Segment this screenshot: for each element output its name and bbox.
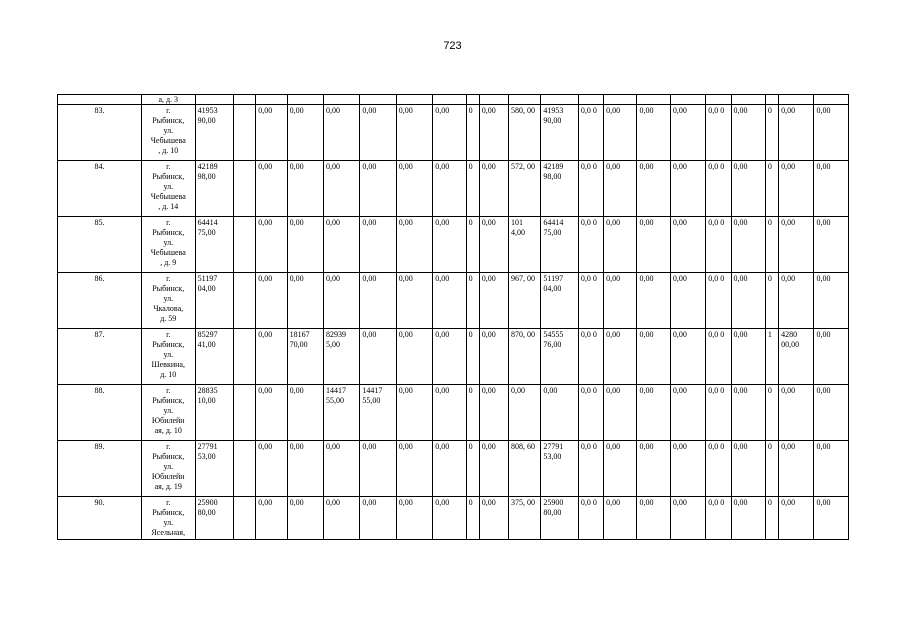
value-cell: 0,00 (814, 329, 849, 385)
value-cell: 0,00 (731, 441, 765, 497)
value-cell: 0,00 (731, 273, 765, 329)
value-cell: 0,00 (396, 105, 432, 161)
value-cell: 0 (466, 329, 479, 385)
value-cell: 0,00 (731, 385, 765, 441)
value-cell: 41953 90,00 (541, 105, 578, 161)
value-cell: 0,00 (670, 217, 705, 273)
value-cell: 0,00 (396, 161, 432, 217)
value-cell: 0,00 (637, 385, 670, 441)
value-cell (233, 161, 255, 217)
value-cell (233, 217, 255, 273)
value-cell: 0,00 (360, 329, 396, 385)
value-cell: 0,00 (604, 105, 637, 161)
page-number: 723 (443, 40, 462, 52)
value-cell: 0,00 (814, 161, 849, 217)
value-cell: 4280 00,00 (779, 329, 814, 385)
value-cell: 0,00 (779, 217, 814, 273)
value-cell: 0,00 (323, 105, 359, 161)
value-cell: 0,00 (637, 497, 670, 540)
value-cell: 14417 55,00 (360, 385, 396, 441)
value-cell: 0 (765, 441, 778, 497)
value-cell: 0,00 (433, 105, 466, 161)
value-cell: 0,00 (396, 329, 432, 385)
value-cell: 0,0 0 (706, 105, 731, 161)
value-cell: 0,00 (360, 105, 396, 161)
value-cell: 0,0 0 (578, 441, 603, 497)
value-cell: 0,0 0 (578, 385, 603, 441)
value-cell: 0 (466, 161, 479, 217)
value-cell: 0 (765, 105, 778, 161)
address-cell: г. Рыбинск, ул. Юбилейн ая, д. 10 (141, 385, 195, 441)
value-cell: 0,00 (604, 217, 637, 273)
value-cell: 0,00 (323, 161, 359, 217)
value-cell: 0,00 (637, 329, 670, 385)
value-cell: 51197 04,00 (541, 273, 578, 329)
value-cell: 0 (765, 385, 778, 441)
value-cell: 0,00 (779, 273, 814, 329)
value-cell: 0,00 (323, 497, 359, 540)
value-cell: 0,00 (433, 497, 466, 540)
value-cell: 0,00 (604, 385, 637, 441)
row-number: 87. (58, 329, 142, 385)
value-cell: 0 (466, 497, 479, 540)
value-cell: 0,00 (670, 161, 705, 217)
value-cell: 0,0 0 (706, 329, 731, 385)
value-cell: 0,00 (256, 217, 287, 273)
value-cell: 0,00 (256, 161, 287, 217)
value-cell: 0,00 (256, 385, 287, 441)
value-cell: 0,00 (670, 441, 705, 497)
value-cell: 0,00 (779, 441, 814, 497)
address-cell: г. Рыбинск, ул. Юбилейн ая, д. 19 (141, 441, 195, 497)
value-cell: 0,0 0 (706, 217, 731, 273)
value-cell: 0,00 (604, 441, 637, 497)
value-cell: 572, 00 (509, 161, 541, 217)
table-row (58, 273, 849, 329)
row-number: 86. (58, 273, 142, 329)
address-cell: г. Рыбинск, ул. Чебышева , д. 14 (141, 161, 195, 217)
value-cell: 0,0 0 (578, 497, 603, 540)
row-number: 84. (58, 161, 142, 217)
value-cell: 0,00 (479, 329, 508, 385)
value-cell: 101 4,00 (509, 217, 541, 273)
value-cell: 0,00 (637, 217, 670, 273)
value-cell: 0,00 (360, 161, 396, 217)
value-cell: 0,00 (637, 273, 670, 329)
value-cell: 0,0 0 (706, 161, 731, 217)
value-cell: 0 (466, 217, 479, 273)
value-cell (233, 497, 255, 540)
address-cell: г. Рыбинск, ул. Чкалова, д. 59 (141, 273, 195, 329)
value-cell: 51197 04,00 (195, 273, 233, 329)
value-cell: 0,00 (637, 441, 670, 497)
value-cell: 41953 90,00 (195, 105, 233, 161)
value-cell: 1 (765, 329, 778, 385)
value-cell: 0,00 (509, 385, 541, 441)
value-cell: 0,00 (287, 385, 323, 441)
row-number: 90. (58, 497, 142, 540)
value-cell (233, 385, 255, 441)
value-cell (233, 105, 255, 161)
value-cell: 0,00 (360, 441, 396, 497)
table-row (58, 441, 849, 497)
value-cell: 375, 00 (509, 497, 541, 540)
table-row (58, 161, 849, 217)
value-cell: 0,00 (779, 105, 814, 161)
value-cell: 0,00 (814, 441, 849, 497)
value-cell: 0,00 (670, 329, 705, 385)
value-cell: 28835 10,00 (195, 385, 233, 441)
continuation-address: а, д. 3 (141, 95, 195, 105)
value-cell: 0,0 0 (578, 105, 603, 161)
value-cell: 0,0 0 (578, 161, 603, 217)
value-cell: 18167 70,00 (287, 329, 323, 385)
continuation-row (58, 95, 849, 105)
value-cell: 0,00 (433, 161, 466, 217)
value-cell: 27791 53,00 (195, 441, 233, 497)
value-cell: 27791 53,00 (541, 441, 578, 497)
value-cell: 0,00 (323, 217, 359, 273)
value-cell: 0,00 (670, 385, 705, 441)
value-cell: 0 (765, 497, 778, 540)
value-cell: 0,00 (604, 273, 637, 329)
value-cell: 0,00 (731, 329, 765, 385)
value-cell: 0,00 (323, 441, 359, 497)
value-cell: 0,00 (779, 385, 814, 441)
row-number: 83. (58, 105, 142, 161)
value-cell: 0,0 0 (706, 441, 731, 497)
row-number: 88. (58, 385, 142, 441)
data-table (57, 94, 849, 540)
value-cell: 0,00 (287, 105, 323, 161)
value-cell: 85297 41,00 (195, 329, 233, 385)
value-cell: 0,00 (479, 441, 508, 497)
value-cell: 0,00 (479, 105, 508, 161)
value-cell: 0,00 (814, 497, 849, 540)
value-cell: 0,00 (731, 217, 765, 273)
value-cell: 967, 00 (509, 273, 541, 329)
value-cell: 14417 55,00 (323, 385, 359, 441)
value-cell: 25900 80,00 (541, 497, 578, 540)
value-cell: 0,00 (670, 105, 705, 161)
value-cell: 0,00 (731, 497, 765, 540)
value-cell: 0,0 0 (706, 497, 731, 540)
value-cell: 0,00 (479, 497, 508, 540)
value-cell: 0,00 (479, 161, 508, 217)
value-cell: 0,00 (814, 385, 849, 441)
value-cell: 0,00 (396, 273, 432, 329)
value-cell: 0,00 (256, 497, 287, 540)
value-cell: 0 (466, 273, 479, 329)
value-cell: 0,00 (637, 105, 670, 161)
table-row (58, 497, 849, 540)
value-cell: 0,00 (670, 497, 705, 540)
value-cell: 0,00 (396, 217, 432, 273)
value-cell: 0 (466, 441, 479, 497)
value-cell: 0,00 (287, 441, 323, 497)
value-cell: 0,0 0 (578, 329, 603, 385)
value-cell: 0,00 (433, 273, 466, 329)
value-cell (233, 441, 255, 497)
value-cell: 64414 75,00 (195, 217, 233, 273)
table-row (58, 217, 849, 273)
value-cell: 0 (466, 385, 479, 441)
value-cell: 0,00 (541, 385, 578, 441)
value-cell: 870, 00 (509, 329, 541, 385)
value-cell (233, 273, 255, 329)
value-cell: 0,00 (779, 497, 814, 540)
value-cell: 0,00 (287, 217, 323, 273)
value-cell: 0,00 (779, 161, 814, 217)
value-cell: 42189 98,00 (541, 161, 578, 217)
value-cell: 580, 00 (509, 105, 541, 161)
value-cell: 0,00 (637, 161, 670, 217)
row-number: 85. (58, 217, 142, 273)
value-cell: 0,00 (256, 273, 287, 329)
table-row (58, 385, 849, 441)
value-cell: 0,00 (396, 441, 432, 497)
value-cell: 0,00 (479, 217, 508, 273)
value-cell: 0,00 (433, 441, 466, 497)
value-cell: 0,00 (256, 441, 287, 497)
value-cell: 0,00 (814, 273, 849, 329)
value-cell: 42189 98,00 (195, 161, 233, 217)
value-cell: 0,0 0 (578, 273, 603, 329)
value-cell: 0,00 (433, 385, 466, 441)
value-cell: 0,00 (287, 273, 323, 329)
row-number: 89. (58, 441, 142, 497)
value-cell: 0,00 (433, 217, 466, 273)
value-cell: 0 (466, 105, 479, 161)
value-cell: 64414 75,00 (541, 217, 578, 273)
value-cell: 0,00 (287, 161, 323, 217)
value-cell: 0,00 (360, 273, 396, 329)
value-cell: 0,00 (670, 273, 705, 329)
value-cell: 0,00 (256, 329, 287, 385)
value-cell: 0,0 0 (706, 273, 731, 329)
table-row (58, 105, 849, 161)
value-cell: 0,0 0 (706, 385, 731, 441)
value-cell: 0 (765, 273, 778, 329)
value-cell: 0,00 (360, 497, 396, 540)
value-cell: 0,00 (604, 329, 637, 385)
value-cell: 0,00 (287, 497, 323, 540)
value-cell: 54555 76,00 (541, 329, 578, 385)
value-cell: 0,00 (479, 273, 508, 329)
value-cell: 808, 60 (509, 441, 541, 497)
value-cell: 0,00 (323, 273, 359, 329)
value-cell: 0,00 (433, 329, 466, 385)
table-row (58, 329, 849, 385)
value-cell: 0 (765, 217, 778, 273)
value-cell: 0,00 (604, 497, 637, 540)
value-cell: 0,00 (396, 385, 432, 441)
address-cell: г. Рыбинск, ул. Ясельная, (141, 497, 195, 540)
value-cell: 0,00 (731, 105, 765, 161)
value-cell: 0,00 (256, 105, 287, 161)
value-cell: 0,00 (731, 161, 765, 217)
value-cell: 0,00 (396, 497, 432, 540)
address-cell: г. Рыбинск, ул. Чебышева , д. 10 (141, 105, 195, 161)
value-cell: 82939 5,00 (323, 329, 359, 385)
value-cell (233, 329, 255, 385)
value-cell: 0,00 (479, 385, 508, 441)
address-cell: г. Рыбинск, ул. Чебышева , д. 9 (141, 217, 195, 273)
value-cell: 0 (765, 161, 778, 217)
address-cell: г. Рыбинск, ул. Шевкина, д. 10 (141, 329, 195, 385)
value-cell: 0,00 (814, 217, 849, 273)
value-cell: 0,0 0 (578, 217, 603, 273)
value-cell: 0,00 (604, 161, 637, 217)
value-cell: 0,00 (814, 105, 849, 161)
value-cell: 25900 80,00 (195, 497, 233, 540)
value-cell: 0,00 (360, 217, 396, 273)
